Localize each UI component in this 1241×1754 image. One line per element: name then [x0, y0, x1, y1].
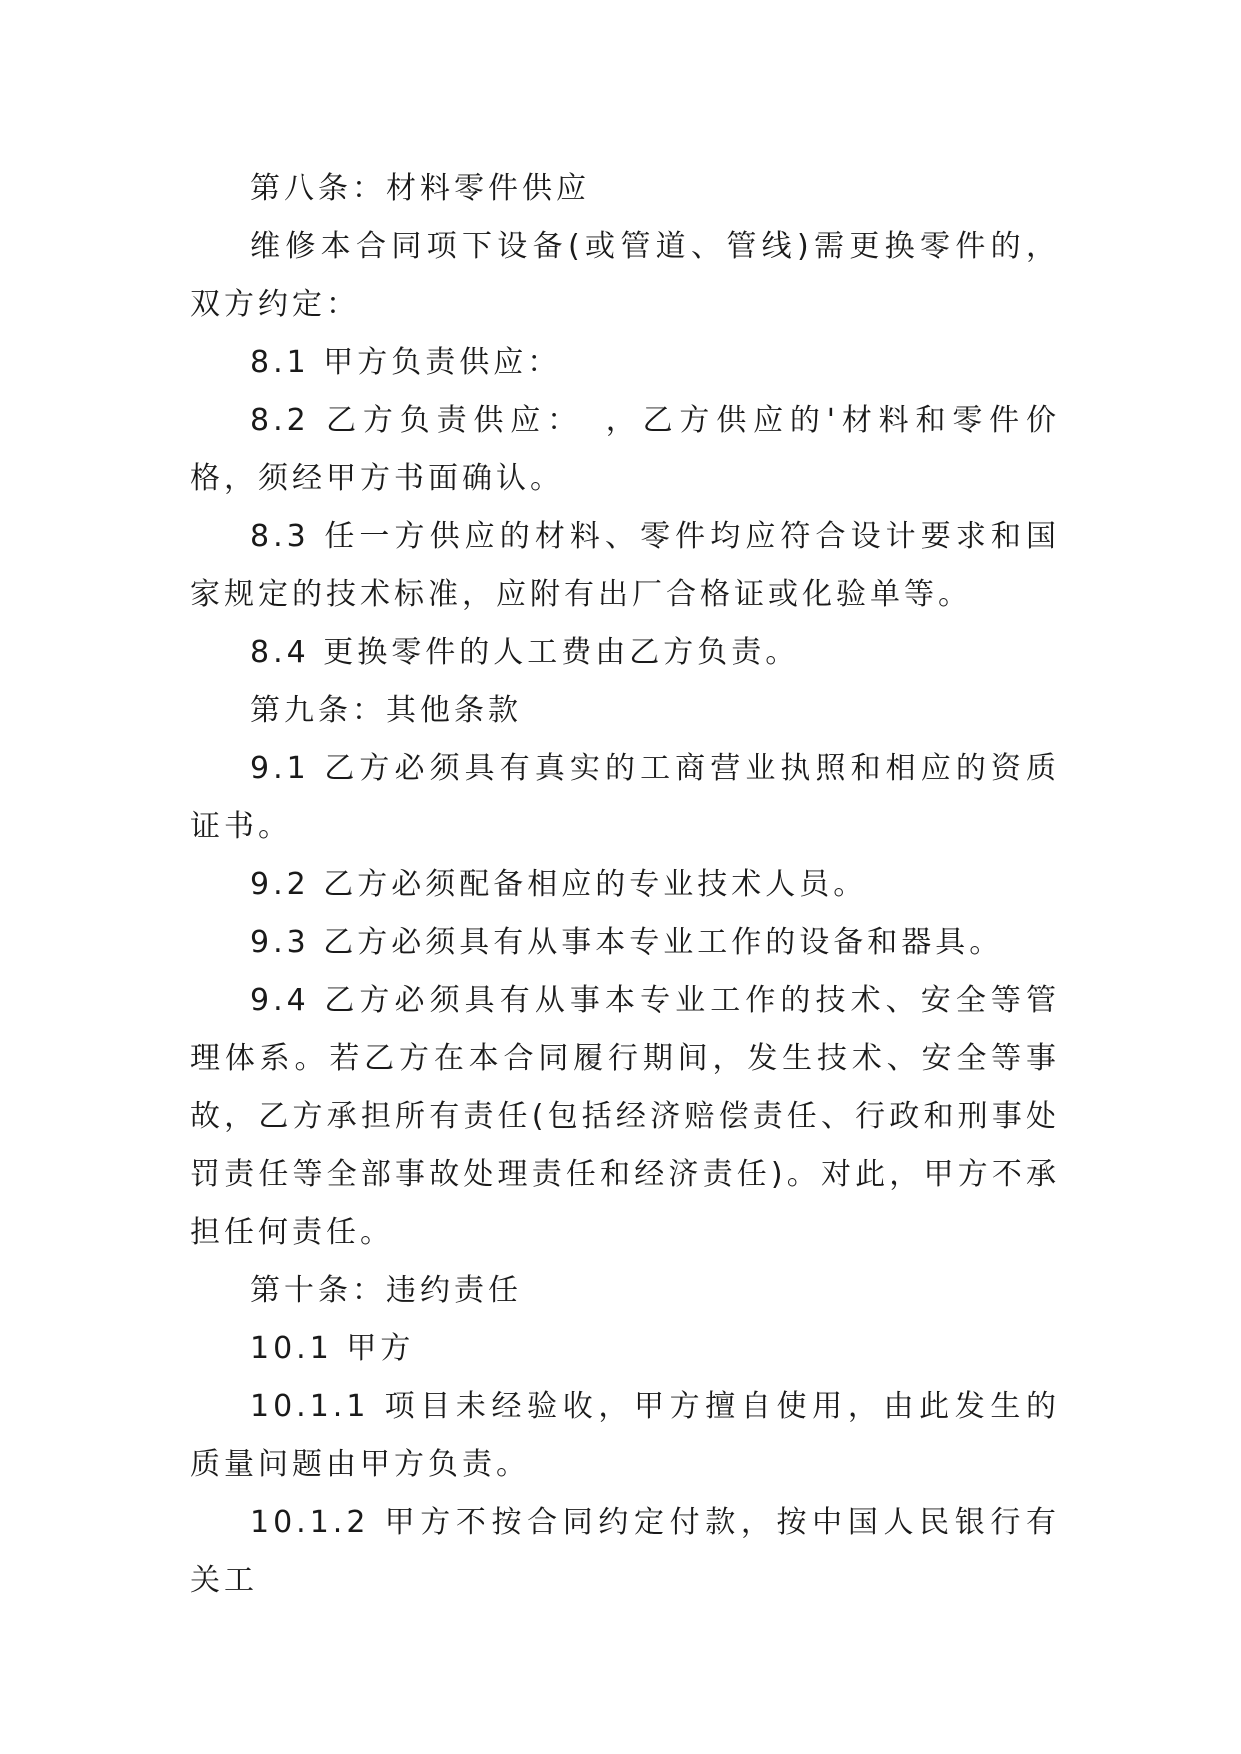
- clause-10-1-2: 10.1.2 甲方不按合同约定付款，按中国人民银行有关工: [190, 1505, 1060, 1598]
- section-heading-article-8: 第八条：材料零件供应: [250, 171, 590, 206]
- clause-9-2: 9.2 乙方必须配备相应的专业技术人员。: [250, 867, 868, 902]
- section-heading-article-10: 第十条：违约责任: [250, 1273, 522, 1308]
- clause-8-3: 8.3 任一方供应的材料、零件均应符合设计要求和国家规定的技术标准，应附有出厂合格证或化验单等。: [190, 519, 1060, 612]
- paragraph-parts-agreement: 维修本合同项下设备(或管道、管线)需更换零件的，双方约定：: [190, 229, 1060, 322]
- clause-9-4: 9.4 乙方必须具有从事本专业工作的技术、安全等管理体系。若乙方在本合同履行期间，发生技术、安全等事故，乙方承担所有责任(包括经济赔偿责任、行政和刑事处罚责任等全部事故处理责任和经济责任)。对此，甲方不承担任何责任。: [190, 983, 1060, 1250]
- clause-9-1: 9.1 乙方必须具有真实的工商营业执照和相应的资质证书。: [190, 751, 1060, 844]
- clause-8-1: 8.1 甲方负责供应：: [250, 345, 562, 380]
- document-body: [190, 160, 1060, 1610]
- clause-8-2: 8.2 乙方负责供应： ，乙方供应的'材料和零件价格，须经甲方书面确认。: [190, 403, 1060, 496]
- section-heading-article-9: 第九条：其他条款: [250, 693, 522, 728]
- clause-10-1: 10.1 甲方: [250, 1331, 415, 1366]
- clause-9-3: 9.3 乙方必须具有从事本专业工作的设备和器具。: [250, 925, 1004, 960]
- clause-10-1-1: 10.1.1 项目未经验收，甲方擅自使用，由此发生的质量问题由甲方负责。: [190, 1389, 1060, 1482]
- clause-8-4: 8.4 更换零件的人工费由乙方负责。: [250, 635, 800, 670]
